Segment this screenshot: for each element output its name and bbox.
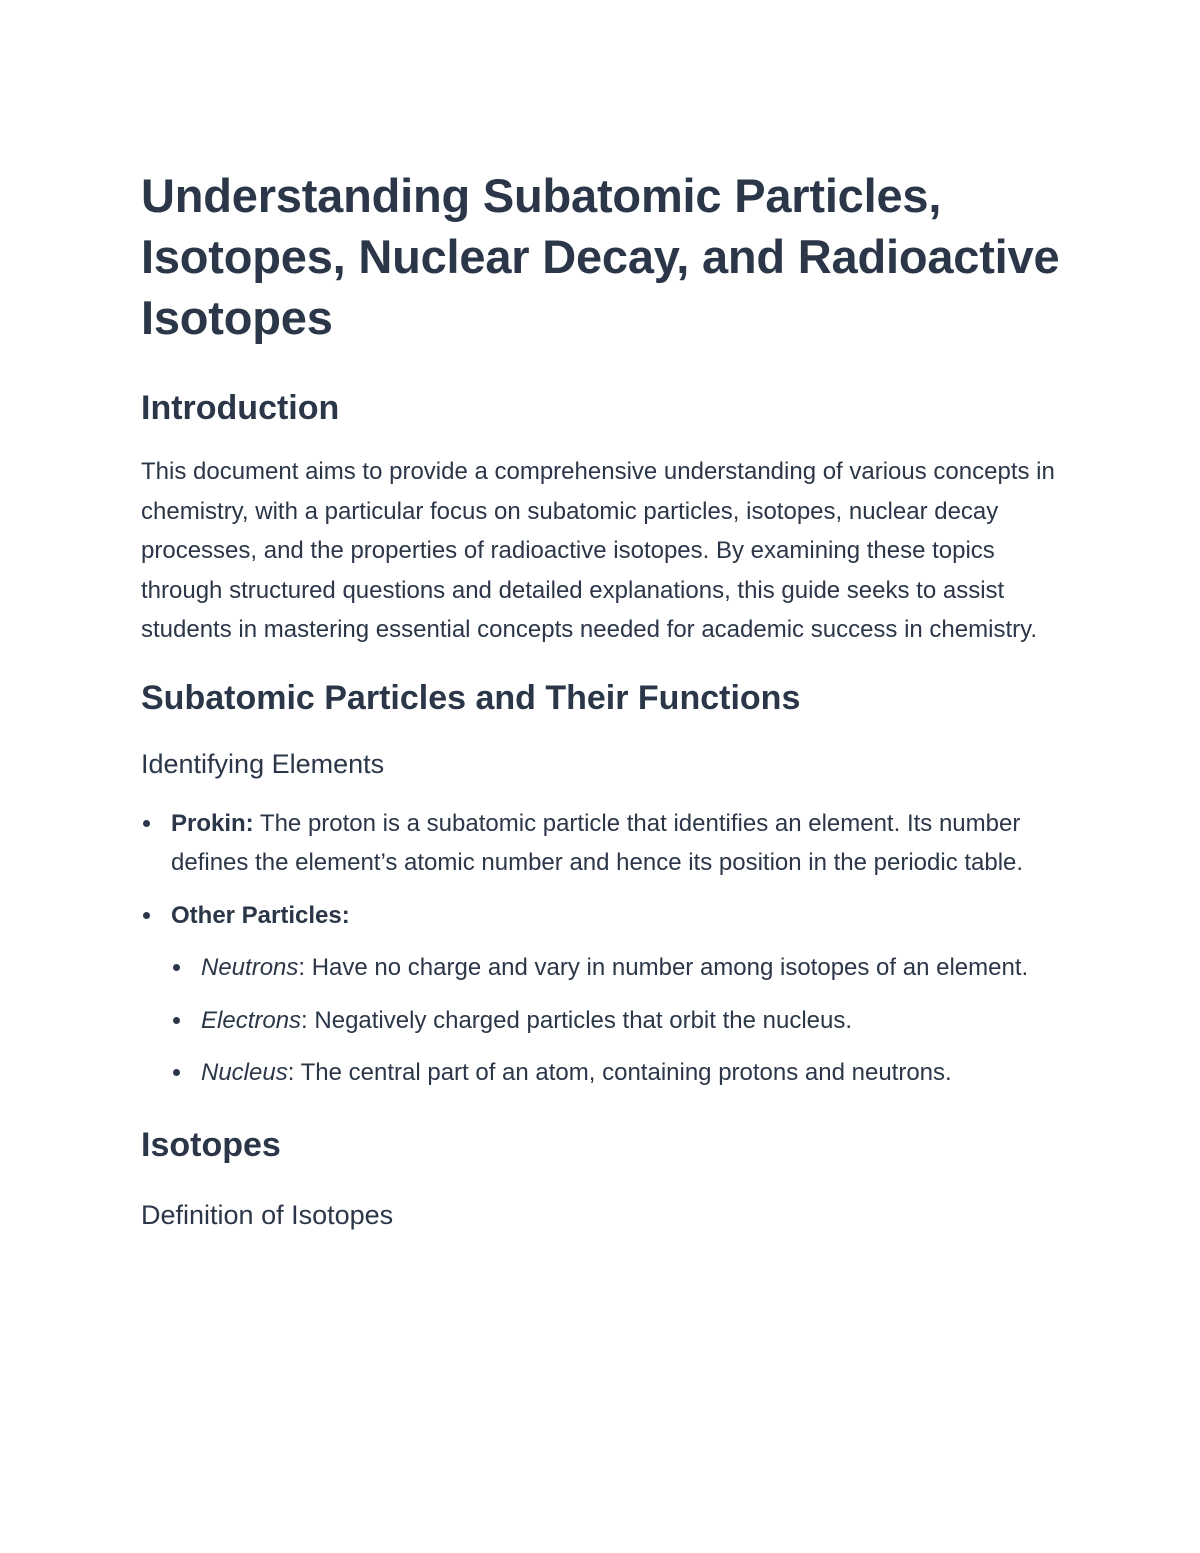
neutrons-description: : Have no charge and vary in number among isotopes of an element.	[298, 954, 1029, 981]
identifying-elements-subheading: Identifying Elements	[141, 748, 385, 779]
list-item-electrons	[171, 1001, 1061, 1041]
list-item-other-particles	[141, 896, 1061, 1093]
list-item-nucleus	[171, 1053, 1061, 1093]
definition-of-isotopes-subheading: Definition of Isotopes	[141, 1199, 394, 1230]
document-title: Understanding Subatomic Particles, Isotopes, Nuclear Decay, and Radioactive Isotopes	[141, 169, 1060, 344]
neutrons-term: Neutrons	[201, 954, 299, 981]
list-item-neutrons	[171, 948, 1061, 988]
introduction-heading: Introduction	[141, 389, 340, 427]
isotopes-heading: Isotopes	[141, 1125, 281, 1164]
other-particles-term: Other Particles:	[171, 901, 350, 929]
proton-description: The proton is a subatomic particle that identifies an element. Its number defines the element’s atomic number and hence its position in the periodic table.	[171, 809, 1024, 876]
subatomic-heading: Subatomic Particles and Their Functions	[141, 678, 801, 717]
electrons-description: : Negatively charged particles that orbit the nucleus.	[301, 1006, 853, 1034]
document-page	[141, 165, 1061, 1233]
nucleus-term: Nucleus	[201, 1059, 288, 1086]
list-item-proton	[141, 804, 1061, 883]
other-particles-sublist	[171, 948, 1061, 1093]
particle-list	[141, 804, 1061, 1093]
introduction-paragraph: This document aims to provide a comprehensive understanding of various concepts in chemistry, with a particular focus on subatomic particles, isotopes, nuclear decay processes, and the properties of radioactive isotopes. By examining these topics through structured questions and detailed explanations, this guide seeks to assist students in mastering essential concepts needed for academic success in chemistry.	[141, 458, 1055, 643]
nucleus-description: : The central part of an atom, containing protons and neutrons.	[287, 1059, 952, 1086]
proton-term: Prokin:	[171, 809, 254, 837]
electrons-term: Electrons	[201, 1006, 302, 1034]
